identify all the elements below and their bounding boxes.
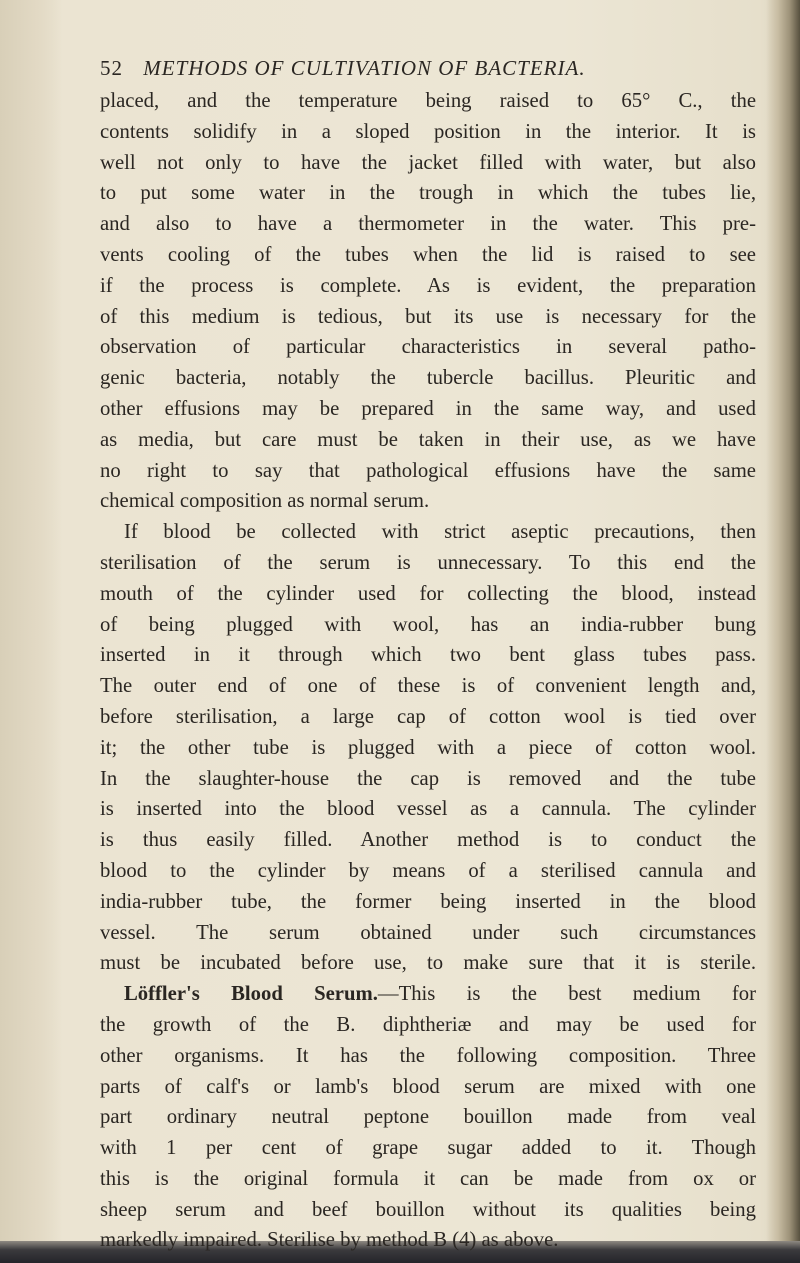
text-line: other organisms. It has the following composition. Three (100, 1044, 756, 1067)
text-line-loeffler (100, 979, 756, 1010)
text-line: well not only to have the jacket filled with water, but also (100, 151, 756, 174)
page-edge-shadow (766, 0, 800, 1263)
text-line: vessel. The serum obtained under such circumstances (100, 921, 756, 944)
text-line: inserted in it through which two bent glass tubes pass. (100, 644, 756, 667)
text-line: The outer end of one of these is of convenient length and, (100, 675, 756, 698)
text-line: of being plugged with wool, has an india-rubber bung (100, 613, 756, 636)
text-line: no right to say that pathological effusions have the same (100, 459, 756, 482)
text-line: india-rubber tube, the former being inserted in the blood (100, 890, 756, 913)
text-line: If blood be collected with strict aseptic precautions, then (124, 521, 756, 544)
running-title: METHODS OF CULTIVATION OF BACTERIA. (143, 56, 586, 80)
text-line: observation of particular characteristics in several patho- (100, 336, 756, 359)
body-text (100, 86, 756, 1256)
text-line: and also to have a thermometer in the water. This pre- (100, 213, 756, 236)
text-line: vents cooling of the tubes when the lid is raised to see (100, 243, 756, 266)
text-line: blood to the cylinder by means of a sterilised cannula and (100, 859, 756, 882)
text-line: part ordinary neutral peptone bouillon made from veal (100, 1106, 756, 1129)
text-line: markedly impaired. Sterilise by method B (4) as above. (100, 1229, 559, 1252)
loeffler-heading: Löffler's Blood Serum. (124, 983, 378, 1006)
text-line: contents solidify in a sloped position in the interior. It is (100, 120, 756, 143)
em-dash: — (377, 983, 399, 1006)
text-line: placed, and the temperature being raised to 65° C., the (100, 90, 756, 112)
text-line: this is the original formula it can be made from ox or (100, 1167, 756, 1190)
text-line: if the process is complete. As is evident, the preparation (100, 274, 756, 297)
text-line: to put some water in the trough in which the tubes lie, (100, 182, 756, 205)
text-line: mouth of the cylinder used for collecting the blood, instead (100, 582, 756, 605)
text-line: genic bacteria, notably the tubercle bacillus. Pleuritic and (100, 367, 756, 390)
text-line: other effusions may be prepared in the same way, and used (100, 397, 756, 420)
text-line: with 1 per cent of grape sugar added to it. Though (100, 1137, 756, 1160)
text-line: is inserted into the blood vessel as a cannula. The cylinder (100, 798, 756, 821)
text-line: the growth of the B. diphtheriæ and may be used for (100, 1013, 756, 1036)
text-line: In the slaughter-house the cap is removed and the tube (100, 767, 756, 790)
text-line: it; the other tube is plugged with a piece of cotton wool. (100, 736, 756, 759)
text-line: sheep serum and beef bouillon without its qualities being (100, 1198, 756, 1221)
text-line: is thus easily filled. Another method is to conduct the (100, 829, 756, 852)
text-line: of this medium is tedious, but its use is necessary for the (100, 305, 756, 328)
page-number: 52 (100, 56, 123, 80)
running-header (100, 56, 760, 81)
text-line: as media, but care must be taken in their use, as we have (100, 428, 756, 451)
text-line: parts of calf's or lamb's blood serum are mixed with one (100, 1075, 756, 1098)
text-line: chemical composition as normal serum. (100, 490, 430, 513)
text-line: sterilisation of the serum is unnecessary. To this end the (100, 551, 756, 574)
loeffler-text: This is the best medium for (398, 983, 756, 1006)
text-line: before sterilisation, a large cap of cotton wool is tied over (100, 705, 756, 728)
page-gutter-shadow (0, 0, 62, 1263)
text-line: must be incubated before use, to make sure that it is sterile. (100, 952, 756, 975)
